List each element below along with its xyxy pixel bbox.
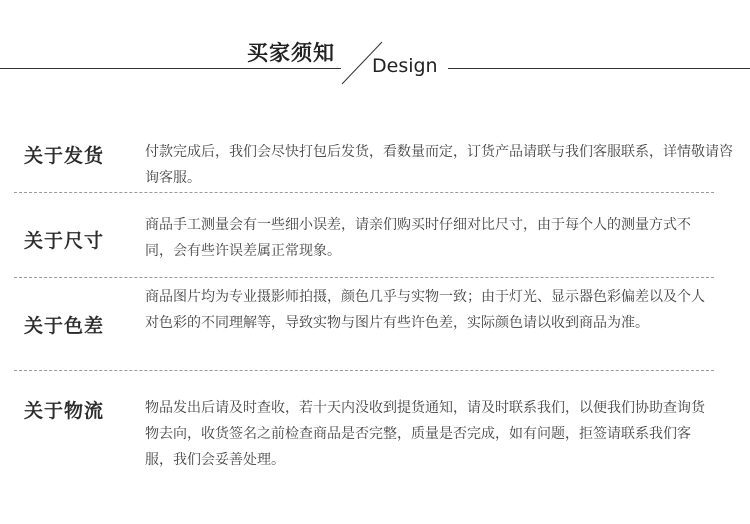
section-divider xyxy=(14,277,714,278)
section-divider xyxy=(14,370,714,371)
page-subtitle: Design xyxy=(372,55,438,77)
section-divider xyxy=(14,192,714,193)
page-header xyxy=(0,0,750,100)
section-title: 关于物流 xyxy=(24,400,105,422)
header-rule-left xyxy=(0,68,341,69)
page-title: 买家须知 xyxy=(247,41,335,65)
section-title: 关于色差 xyxy=(24,315,105,337)
section-body: 付款完成后，我们会尽快打包后发货，看数量而定，订货产品请联与我们客服联系，详情敬请咨询客服。 xyxy=(145,144,733,186)
header-rule-right xyxy=(448,68,750,69)
section-body: 商品手工测量会有一些细小误差，请亲们购买时仔细对比尺寸，由于每个人的测量方式不同，会有些许误差属正常现象。 xyxy=(145,217,691,259)
section-title: 关于发货 xyxy=(24,145,105,167)
section-body: 物品发出后请及时查收，若十天内没收到提货通知，请及时联系我们，以便我们协助查询货物去向，收货签名之前检查商品是否完整，质量是否完成，如有问题，拒签请联系我们客服，我们会妥善处理。 xyxy=(145,400,705,468)
section-title: 关于尺寸 xyxy=(24,230,105,252)
section-body: 商品图片均为专业摄影师拍摄，颜色几乎与实物一致；由于灯光、显示器色彩偏差以及个人对色彩的不同理解等，导致实物与图片有些许色差，实际颜色请以收到商品为准。 xyxy=(145,289,705,331)
